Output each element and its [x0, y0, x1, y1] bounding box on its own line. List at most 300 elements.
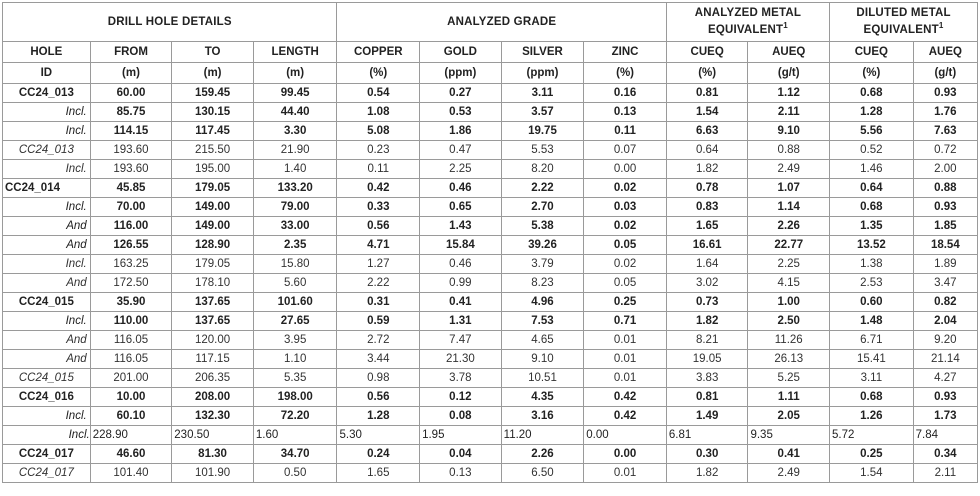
cell-zinc: 0.16	[584, 84, 667, 103]
units-header-row	[3, 63, 978, 84]
cell-silver: 7.53	[501, 312, 584, 331]
cell-diluted-cueq: 3.11	[830, 369, 914, 388]
cell-from: 85.75	[90, 103, 172, 122]
cell-diluted-aueq: 7.84	[913, 426, 977, 445]
cell-silver: 2.22	[501, 179, 584, 198]
cell-aueq: 2.49	[748, 464, 830, 483]
cell-hole-id: Incl.	[3, 255, 91, 274]
cell-silver: 3.79	[501, 255, 584, 274]
cell-aueq: 2.26	[748, 217, 830, 236]
cell-aueq: 1.14	[748, 198, 830, 217]
cell-from: 163.25	[90, 255, 172, 274]
cell-zinc: 0.02	[584, 179, 667, 198]
cell-aueq: 1.11	[748, 388, 830, 407]
cell-cueq: 0.30	[666, 445, 748, 464]
cell-cueq: 0.78	[666, 179, 748, 198]
cell-gold: 15.84	[420, 236, 502, 255]
table-row	[3, 217, 978, 236]
table-row	[3, 198, 978, 217]
group-diluted-line2: EQUIVALENT	[863, 24, 939, 36]
cell-copper: 4.71	[337, 236, 420, 255]
cell-to: 149.00	[172, 217, 254, 236]
cell-zinc: 0.00	[584, 426, 667, 445]
cell-length: 0.50	[253, 464, 337, 483]
cell-aueq: 2.49	[748, 160, 830, 179]
cell-diluted-aueq: 3.47	[913, 274, 977, 293]
cell-diluted-cueq: 1.48	[830, 312, 914, 331]
unit-copper: (%)	[337, 63, 420, 84]
cell-length: 1.40	[253, 160, 337, 179]
cell-silver: 4.65	[501, 331, 584, 350]
group-metal-line1: ANALYZED METAL	[694, 7, 802, 19]
cell-diluted-cueq: 0.68	[830, 388, 914, 407]
cell-aueq: 2.50	[748, 312, 830, 331]
cell-to: 159.45	[172, 84, 254, 103]
group-diluted-metal-equivalent	[830, 3, 978, 42]
cell-zinc: 0.07	[584, 141, 667, 160]
cell-gold: 3.78	[420, 369, 502, 388]
cell-zinc: 0.02	[584, 217, 667, 236]
cell-length: 15.80	[253, 255, 337, 274]
cell-diluted-aueq: 7.63	[913, 122, 977, 141]
table-row	[3, 331, 978, 350]
header-silver: SILVER	[501, 42, 584, 63]
group-analyzed-grade: ANALYZED GRADE	[337, 3, 666, 42]
cell-to: 137.65	[172, 293, 254, 312]
cell-hole-id: Incl.	[3, 198, 91, 217]
cell-to: 179.05	[172, 179, 254, 198]
cell-diluted-cueq: 0.52	[830, 141, 914, 160]
cell-copper: 2.22	[337, 274, 420, 293]
cell-from: 101.40	[90, 464, 172, 483]
cell-cueq: 1.82	[666, 312, 748, 331]
header-from: FROM	[90, 42, 172, 63]
header-cueq: CUEQ	[666, 42, 748, 63]
cell-diluted-aueq: 1.76	[913, 103, 977, 122]
cell-hole-id: And	[3, 274, 91, 293]
header-aueq: AUEQ	[748, 42, 830, 63]
cell-gold: 0.41	[420, 293, 502, 312]
cell-copper: 0.59	[337, 312, 420, 331]
cell-diluted-cueq: 15.41	[830, 350, 914, 369]
cell-length: 33.00	[253, 217, 337, 236]
unit-to: (m)	[172, 63, 254, 84]
cell-diluted-cueq: 6.71	[830, 331, 914, 350]
cell-to: 117.15	[172, 350, 254, 369]
cell-cueq: 1.82	[666, 464, 748, 483]
cell-cueq: 8.21	[666, 331, 748, 350]
cell-diluted-cueq: 1.35	[830, 217, 914, 236]
cell-diluted-aueq: 2.11	[913, 464, 977, 483]
unit-zinc: (%)	[584, 63, 667, 84]
group-header-row	[3, 3, 978, 42]
header-diluted-cueq: CUEQ	[830, 42, 914, 63]
cell-aueq: 2.25	[748, 255, 830, 274]
cell-to: 215.50	[172, 141, 254, 160]
cell-copper: 2.72	[337, 331, 420, 350]
unit-cueq: (%)	[666, 63, 748, 84]
cell-zinc: 0.01	[584, 369, 667, 388]
cell-gold: 0.65	[420, 198, 502, 217]
cell-zinc: 0.01	[584, 464, 667, 483]
cell-diluted-aueq: 0.88	[913, 179, 977, 198]
cell-silver: 8.23	[501, 274, 584, 293]
cell-length: 27.65	[253, 312, 337, 331]
cell-diluted-cueq: 0.64	[830, 179, 914, 198]
cell-copper: 0.23	[337, 141, 420, 160]
cell-diluted-aueq: 0.82	[913, 293, 977, 312]
cell-cueq: 0.81	[666, 84, 748, 103]
cell-gold: 1.86	[420, 122, 502, 141]
cell-aueq: 1.00	[748, 293, 830, 312]
cell-hole-id: And	[3, 217, 91, 236]
cell-silver: 3.11	[501, 84, 584, 103]
header-to: TO	[172, 42, 254, 63]
cell-diluted-aueq: 0.93	[913, 388, 977, 407]
cell-from: 116.00	[90, 217, 172, 236]
table-row	[3, 274, 978, 293]
cell-silver: 3.57	[501, 103, 584, 122]
unit-length: (m)	[253, 63, 337, 84]
cell-zinc: 0.00	[584, 160, 667, 179]
cell-length: 198.00	[253, 388, 337, 407]
cell-copper: 0.31	[337, 293, 420, 312]
unit-gold: (ppm)	[420, 63, 502, 84]
cell-cueq: 1.65	[666, 217, 748, 236]
table-row	[3, 236, 978, 255]
cell-diluted-aueq: 2.00	[913, 160, 977, 179]
cell-to: 195.00	[172, 160, 254, 179]
table-row	[3, 369, 978, 388]
cell-from: 228.90	[90, 426, 172, 445]
cell-cueq: 0.73	[666, 293, 748, 312]
cell-diluted-cueq: 1.46	[830, 160, 914, 179]
cell-silver: 4.35	[501, 388, 584, 407]
cell-length: 34.70	[253, 445, 337, 464]
cell-cueq: 16.61	[666, 236, 748, 255]
cell-diluted-aueq: 1.73	[913, 407, 977, 426]
cell-silver: 19.75	[501, 122, 584, 141]
cell-gold: 21.30	[420, 350, 502, 369]
cell-zinc: 0.25	[584, 293, 667, 312]
cell-gold: 1.31	[420, 312, 502, 331]
cell-from: 45.85	[90, 179, 172, 198]
cell-silver: 6.50	[501, 464, 584, 483]
cell-hole-id: CC24_017	[3, 464, 91, 483]
table-row	[3, 141, 978, 160]
cell-to: 230.50	[172, 426, 254, 445]
cell-zinc: 0.05	[584, 236, 667, 255]
cell-zinc: 0.11	[584, 122, 667, 141]
cell-hole-id: CC24_015	[3, 369, 91, 388]
cell-diluted-cueq: 1.28	[830, 103, 914, 122]
cell-to: 208.00	[172, 388, 254, 407]
column-header-row	[3, 42, 978, 63]
cell-cueq: 1.49	[666, 407, 748, 426]
cell-aueq: 2.11	[748, 103, 830, 122]
cell-aueq: 26.13	[748, 350, 830, 369]
cell-hole-id: CC24_013	[3, 141, 91, 160]
cell-gold: 2.25	[420, 160, 502, 179]
cell-hole-id: Incl.	[3, 103, 91, 122]
cell-aueq: 22.77	[748, 236, 830, 255]
cell-silver: 2.26	[501, 445, 584, 464]
header-gold: GOLD	[420, 42, 502, 63]
cell-gold: 0.47	[420, 141, 502, 160]
cell-diluted-cueq: 0.68	[830, 84, 914, 103]
cell-cueq: 0.64	[666, 141, 748, 160]
cell-from: 201.00	[90, 369, 172, 388]
cell-hole-id: CC24_017	[3, 445, 91, 464]
cell-aueq: 1.12	[748, 84, 830, 103]
cell-diluted-aueq: 2.04	[913, 312, 977, 331]
cell-silver: 3.16	[501, 407, 584, 426]
cell-diluted-aueq: 9.20	[913, 331, 977, 350]
cell-cueq: 6.63	[666, 122, 748, 141]
cell-copper: 1.65	[337, 464, 420, 483]
table-row	[3, 84, 978, 103]
cell-cueq: 1.64	[666, 255, 748, 274]
group-analyzed-metal-equivalent	[666, 3, 829, 42]
table-row	[3, 103, 978, 122]
cell-hole-id: And	[3, 236, 91, 255]
cell-aueq: 1.07	[748, 179, 830, 198]
cell-diluted-cueq: 1.54	[830, 464, 914, 483]
header-copper: COPPER	[337, 42, 420, 63]
cell-hole-id: Incl.	[3, 312, 91, 331]
cell-silver: 8.20	[501, 160, 584, 179]
cell-length: 1.60	[253, 426, 337, 445]
cell-aueq: 11.26	[748, 331, 830, 350]
cell-hole-id: CC24_013	[3, 84, 91, 103]
cell-gold: 0.04	[420, 445, 502, 464]
cell-diluted-aueq: 0.93	[913, 84, 977, 103]
cell-diluted-cueq: 2.53	[830, 274, 914, 293]
cell-zinc: 0.00	[584, 445, 667, 464]
table-row	[3, 388, 978, 407]
cell-copper: 5.08	[337, 122, 420, 141]
cell-diluted-aueq: 4.27	[913, 369, 977, 388]
cell-zinc: 0.03	[584, 198, 667, 217]
table-row	[3, 407, 978, 426]
footnote-mark: 1	[783, 21, 788, 31]
table-row	[3, 122, 978, 141]
cell-aueq: 5.25	[748, 369, 830, 388]
table-row	[3, 445, 978, 464]
cell-diluted-aueq: 0.93	[913, 198, 977, 217]
unit-diluted-aueq: (g/t)	[913, 63, 977, 84]
cell-from: 110.00	[90, 312, 172, 331]
cell-from: 172.50	[90, 274, 172, 293]
cell-cueq: 0.81	[666, 388, 748, 407]
cell-gold: 7.47	[420, 331, 502, 350]
cell-copper: 1.27	[337, 255, 420, 274]
unit-aueq: (g/t)	[748, 63, 830, 84]
cell-aueq: 9.35	[748, 426, 830, 445]
cell-copper: 0.42	[337, 179, 420, 198]
cell-to: 206.35	[172, 369, 254, 388]
cell-length: 5.60	[253, 274, 337, 293]
cell-hole-id: Incl.	[3, 122, 91, 141]
cell-from: 193.60	[90, 141, 172, 160]
unit-silver: (ppm)	[501, 63, 584, 84]
cell-silver: 39.26	[501, 236, 584, 255]
cell-diluted-aueq: 0.72	[913, 141, 977, 160]
cell-diluted-aueq: 18.54	[913, 236, 977, 255]
cell-gold: 1.95	[420, 426, 502, 445]
cell-length: 3.30	[253, 122, 337, 141]
cell-copper: 0.56	[337, 388, 420, 407]
table-row	[3, 312, 978, 331]
cell-copper: 1.08	[337, 103, 420, 122]
cell-cueq: 1.82	[666, 160, 748, 179]
cell-gold: 0.53	[420, 103, 502, 122]
cell-hole-id: Incl.	[3, 407, 91, 426]
cell-cueq: 3.02	[666, 274, 748, 293]
cell-to: 179.05	[172, 255, 254, 274]
cell-gold: 0.27	[420, 84, 502, 103]
cell-cueq: 1.54	[666, 103, 748, 122]
cell-gold: 0.12	[420, 388, 502, 407]
cell-zinc: 0.71	[584, 312, 667, 331]
table-row	[3, 426, 978, 445]
cell-copper: 5.30	[337, 426, 420, 445]
table-row	[3, 293, 978, 312]
cell-hole-id: Incl.	[3, 160, 91, 179]
cell-to: 149.00	[172, 198, 254, 217]
cell-from: 70.00	[90, 198, 172, 217]
cell-to: 128.90	[172, 236, 254, 255]
cell-from: 10.00	[90, 388, 172, 407]
cell-aueq: 2.05	[748, 407, 830, 426]
cell-hole-id: And	[3, 350, 91, 369]
cell-copper: 3.44	[337, 350, 420, 369]
cell-length: 99.45	[253, 84, 337, 103]
cell-gold: 0.46	[420, 179, 502, 198]
cell-to: 137.65	[172, 312, 254, 331]
table-row	[3, 350, 978, 369]
cell-from: 193.60	[90, 160, 172, 179]
cell-silver: 2.70	[501, 198, 584, 217]
cell-diluted-cueq: 1.26	[830, 407, 914, 426]
cell-from: 46.60	[90, 445, 172, 464]
cell-from: 60.00	[90, 84, 172, 103]
cell-length: 1.10	[253, 350, 337, 369]
cell-zinc: 0.05	[584, 274, 667, 293]
cell-to: 101.90	[172, 464, 254, 483]
cell-zinc: 0.01	[584, 331, 667, 350]
cell-to: 81.30	[172, 445, 254, 464]
cell-length: 21.90	[253, 141, 337, 160]
cell-diluted-cueq: 0.25	[830, 445, 914, 464]
cell-copper: 0.24	[337, 445, 420, 464]
cell-length: 101.60	[253, 293, 337, 312]
cell-from: 60.10	[90, 407, 172, 426]
header-diluted-aueq: AUEQ	[913, 42, 977, 63]
cell-zinc: 0.02	[584, 255, 667, 274]
cell-diluted-aueq: 0.34	[913, 445, 977, 464]
cell-silver: 5.38	[501, 217, 584, 236]
cell-cueq: 19.05	[666, 350, 748, 369]
drill-results-table	[2, 2, 978, 483]
cell-silver: 5.53	[501, 141, 584, 160]
cell-copper: 0.33	[337, 198, 420, 217]
cell-length: 2.35	[253, 236, 337, 255]
header-length: LENGTH	[253, 42, 337, 63]
cell-copper: 0.98	[337, 369, 420, 388]
group-diluted-line1: DILUTED METAL	[856, 7, 951, 19]
cell-cueq: 0.83	[666, 198, 748, 217]
cell-gold: 0.08	[420, 407, 502, 426]
group-metal-line2: EQUIVALENT	[707, 24, 784, 36]
header-hole: HOLE	[3, 42, 91, 63]
cell-zinc: 0.01	[584, 350, 667, 369]
cell-copper: 0.54	[337, 84, 420, 103]
cell-diluted-cueq: 0.68	[830, 198, 914, 217]
cell-diluted-aueq: 1.89	[913, 255, 977, 274]
cell-from: 116.05	[90, 331, 172, 350]
cell-aueq: 0.88	[748, 141, 830, 160]
table-row	[3, 464, 978, 483]
cell-gold: 0.46	[420, 255, 502, 274]
cell-length: 3.95	[253, 331, 337, 350]
cell-zinc: 0.13	[584, 103, 667, 122]
unit-hole-id: ID	[3, 63, 91, 84]
table-row	[3, 160, 978, 179]
cell-silver: 9.10	[501, 350, 584, 369]
cell-cueq: 3.83	[666, 369, 748, 388]
cell-to: 132.30	[172, 407, 254, 426]
cell-to: 130.15	[172, 103, 254, 122]
cell-copper: 0.56	[337, 217, 420, 236]
cell-gold: 0.13	[420, 464, 502, 483]
cell-diluted-cueq: 1.38	[830, 255, 914, 274]
cell-zinc: 0.42	[584, 388, 667, 407]
cell-to: 117.45	[172, 122, 254, 141]
cell-diluted-cueq: 5.56	[830, 122, 914, 141]
cell-hole-id: CC24_014	[3, 179, 91, 198]
cell-from: 114.15	[90, 122, 172, 141]
cell-diluted-aueq: 1.85	[913, 217, 977, 236]
cell-from: 116.05	[90, 350, 172, 369]
cell-diluted-cueq: 0.60	[830, 293, 914, 312]
cell-silver: 10.51	[501, 369, 584, 388]
cell-length: 72.20	[253, 407, 337, 426]
cell-length: 133.20	[253, 179, 337, 198]
cell-length: 79.00	[253, 198, 337, 217]
cell-aueq: 4.15	[748, 274, 830, 293]
unit-from: (m)	[90, 63, 172, 84]
table-row	[3, 179, 978, 198]
cell-hole-id: CC24_015	[3, 293, 91, 312]
cell-silver: 4.96	[501, 293, 584, 312]
cell-length: 44.40	[253, 103, 337, 122]
cell-copper: 0.11	[337, 160, 420, 179]
cell-zinc: 0.42	[584, 407, 667, 426]
cell-cueq: 6.81	[666, 426, 748, 445]
table-row	[3, 255, 978, 274]
cell-to: 120.00	[172, 331, 254, 350]
cell-diluted-cueq: 5.72	[830, 426, 914, 445]
group-drill-hole-details: DRILL HOLE DETAILS	[3, 3, 337, 42]
unit-diluted-cueq: (%)	[830, 63, 914, 84]
cell-aueq: 0.41	[748, 445, 830, 464]
cell-aueq: 9.10	[748, 122, 830, 141]
cell-copper: 1.28	[337, 407, 420, 426]
cell-silver: 11.20	[501, 426, 584, 445]
cell-length: 5.35	[253, 369, 337, 388]
cell-hole-id: CC24_016	[3, 388, 91, 407]
